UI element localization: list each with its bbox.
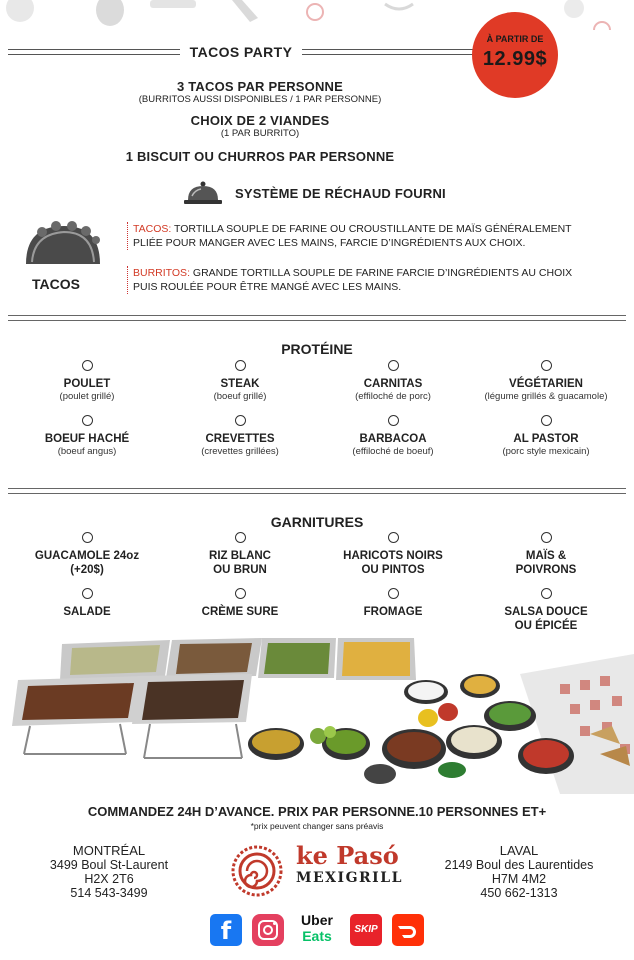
option-salade[interactable] [10, 588, 164, 619]
offer-line-1: 3 TACOS PAR PERSONNE [176, 79, 344, 94]
option-name: RIZ BLANC [209, 550, 271, 562]
facebook-icon[interactable]: f [210, 914, 242, 946]
price-value: 12.99$ [482, 48, 548, 70]
brand-name: ke Pasó [296, 841, 399, 870]
price-prefix: À PARTIR DE [486, 34, 544, 44]
radio-button[interactable] [541, 532, 552, 543]
tacos-definition-title: TACOS: [133, 223, 172, 235]
radio-button[interactable] [235, 415, 246, 426]
radio-button[interactable] [82, 532, 93, 543]
doordash-icon[interactable] [392, 914, 424, 946]
option-poulet[interactable] [10, 360, 164, 403]
option-name: CREVETTES [205, 433, 275, 445]
option-boeuf-hache[interactable] [10, 415, 164, 458]
option-name: STEAK [220, 378, 260, 390]
burritos-definition-title: BURRITOS: [133, 267, 190, 279]
laval-location [434, 844, 604, 900]
cloche-icon [183, 180, 223, 206]
option-name: BOEUF HACHÉ [44, 433, 130, 445]
burritos-definition-text: GRANDE TORTILLA SOUPLE DE FARINE FARCIE D’INGRÉDIENTS AU CHOIX PUIS ROULÉE POUR ÊTRE MANGÉ AVEC LES MAINS. [133, 267, 573, 293]
option-barbacoa[interactable] [316, 415, 470, 458]
divider [302, 49, 474, 55]
option-fromage[interactable] [316, 588, 470, 619]
option-sub: (porc style mexicain) [502, 446, 590, 457]
offer-line-3: 1 BISCUIT OU CHURROS PAR PERSONNE [125, 149, 395, 164]
radio-button[interactable] [388, 532, 399, 543]
option-name-line2: (+20$) [70, 564, 104, 576]
divider [8, 315, 626, 321]
option-name-line2: OU ÉPICÉE [514, 620, 578, 632]
option-name: GUACAMOLE 24oz [34, 550, 140, 562]
divider [8, 488, 626, 494]
offer-line-2-sub: (1 PAR BURRITO) [220, 128, 300, 139]
offer-line-4: SYSTÈME DE RÉCHAUD FOURNI [235, 186, 446, 201]
eats-label: Eats [302, 928, 332, 944]
option-steak[interactable] [163, 360, 317, 403]
option-name: VÉGÉTARIEN [509, 378, 583, 390]
instagram-icon[interactable] [252, 914, 284, 946]
option-mais-poivrons[interactable] [469, 532, 623, 577]
option-sub: (effiloché de boeuf) [352, 446, 434, 457]
option-sub: (boeuf angus) [57, 446, 117, 457]
offer-line-1-sub: (BURRITOS AUSSI DISPONIBLES / 1 PAR PERSONNE) [138, 94, 382, 105]
radio-button[interactable] [541, 360, 552, 371]
postal-code: H2X 2T6 [84, 872, 134, 886]
radio-button[interactable] [235, 360, 246, 371]
option-name: CARNITAS [363, 378, 423, 390]
radio-button[interactable] [541, 588, 552, 599]
order-note: COMMANDEZ 24H D’AVANCE. PRIX PAR PERSONNE.10 PERSONNES ET+ [87, 804, 547, 819]
option-salsa[interactable] [469, 588, 623, 633]
phone-number[interactable]: 450 662-1313 [480, 886, 558, 900]
brand-subtitle: MEXIGRILL [296, 870, 403, 886]
option-sub: (crevettes grillées) [201, 446, 279, 457]
burritos-description [127, 266, 597, 294]
option-sub: (boeuf grillé) [213, 391, 267, 402]
option-name: AL PASTOR [513, 433, 579, 445]
option-name: CRÈME SURE [201, 606, 279, 618]
postal-code: H7M 4M2 [491, 872, 547, 886]
option-al-pastor[interactable] [469, 415, 623, 458]
option-name: HARICOTS NOIRS [343, 550, 443, 562]
radio-button[interactable] [388, 415, 399, 426]
food-buffet-photo [0, 634, 634, 794]
option-carnitas[interactable] [316, 360, 470, 403]
uber-eats-icon[interactable] [294, 912, 340, 948]
city-name: LAVAL [499, 843, 539, 858]
option-sub: (poulet grillé) [59, 391, 115, 402]
option-sub: (légume grillés & guacamole) [484, 391, 608, 402]
option-name: SALADE [63, 606, 111, 618]
price-badge [472, 12, 558, 98]
proteine-heading: PROTÉINE [281, 341, 353, 357]
option-haricots[interactable] [316, 532, 470, 577]
option-name-line2: OU PINTOS [361, 564, 425, 576]
page-title: TACOS PARTY [189, 44, 293, 60]
option-crevettes[interactable] [163, 415, 317, 458]
address: 3499 Boul St-Laurent [49, 858, 169, 872]
option-name: BARBACOA [359, 433, 427, 445]
radio-button[interactable] [235, 588, 246, 599]
taco-icon [22, 218, 104, 270]
offer-line-2: CHOIX DE 2 VIANDES [190, 113, 330, 128]
radio-button[interactable] [235, 532, 246, 543]
address: 2149 Boul des Laurentides [444, 858, 594, 872]
option-sub: (effiloché de porc) [355, 391, 431, 402]
tacos-party-title-row [8, 44, 474, 60]
phone-number[interactable]: 514 543-3499 [70, 886, 148, 900]
option-name-line2: OU BRUN [213, 564, 267, 576]
skip-icon[interactable]: SKIP [350, 914, 382, 946]
option-creme-sure[interactable] [163, 588, 317, 619]
option-name-line2: POIVRONS [515, 564, 577, 576]
uber-label: Uber [301, 912, 333, 928]
garnitures-heading: GARNITURES [270, 514, 364, 530]
tacos-description [127, 222, 597, 250]
option-guacamole[interactable] [10, 532, 164, 577]
radio-button[interactable] [82, 588, 93, 599]
radio-button[interactable] [82, 415, 93, 426]
city-name: MONTRÉAL [72, 843, 146, 858]
option-vegetarien[interactable] [469, 360, 623, 403]
option-name: POULET [63, 378, 111, 390]
brand-logo-icon [224, 842, 290, 900]
doordash-glyph [392, 914, 424, 946]
price-note: *prix peuvent changer sans préavis [250, 821, 384, 831]
montreal-location [24, 844, 194, 900]
tacos-label: TACOS [32, 276, 80, 292]
option-name: FROMAGE [363, 606, 423, 618]
radio-button[interactable] [388, 360, 399, 371]
radio-button[interactable] [388, 588, 399, 599]
radio-button[interactable] [541, 415, 552, 426]
divider [8, 49, 180, 55]
option-riz[interactable] [163, 532, 317, 577]
radio-button[interactable] [82, 360, 93, 371]
tacos-definition-text: TORTILLA SOUPLE DE FARINE OU CROUSTILLANTE DE MAÏS GÉNÉRALEMENT PLIÉE POUR MANGER AVEC LES MAINS, FARCIE D’INGRÉDIENTS AUX CHOIX. [133, 223, 572, 249]
option-name: SALSA DOUCE [504, 606, 588, 618]
option-name: MAÏS & [525, 550, 567, 562]
